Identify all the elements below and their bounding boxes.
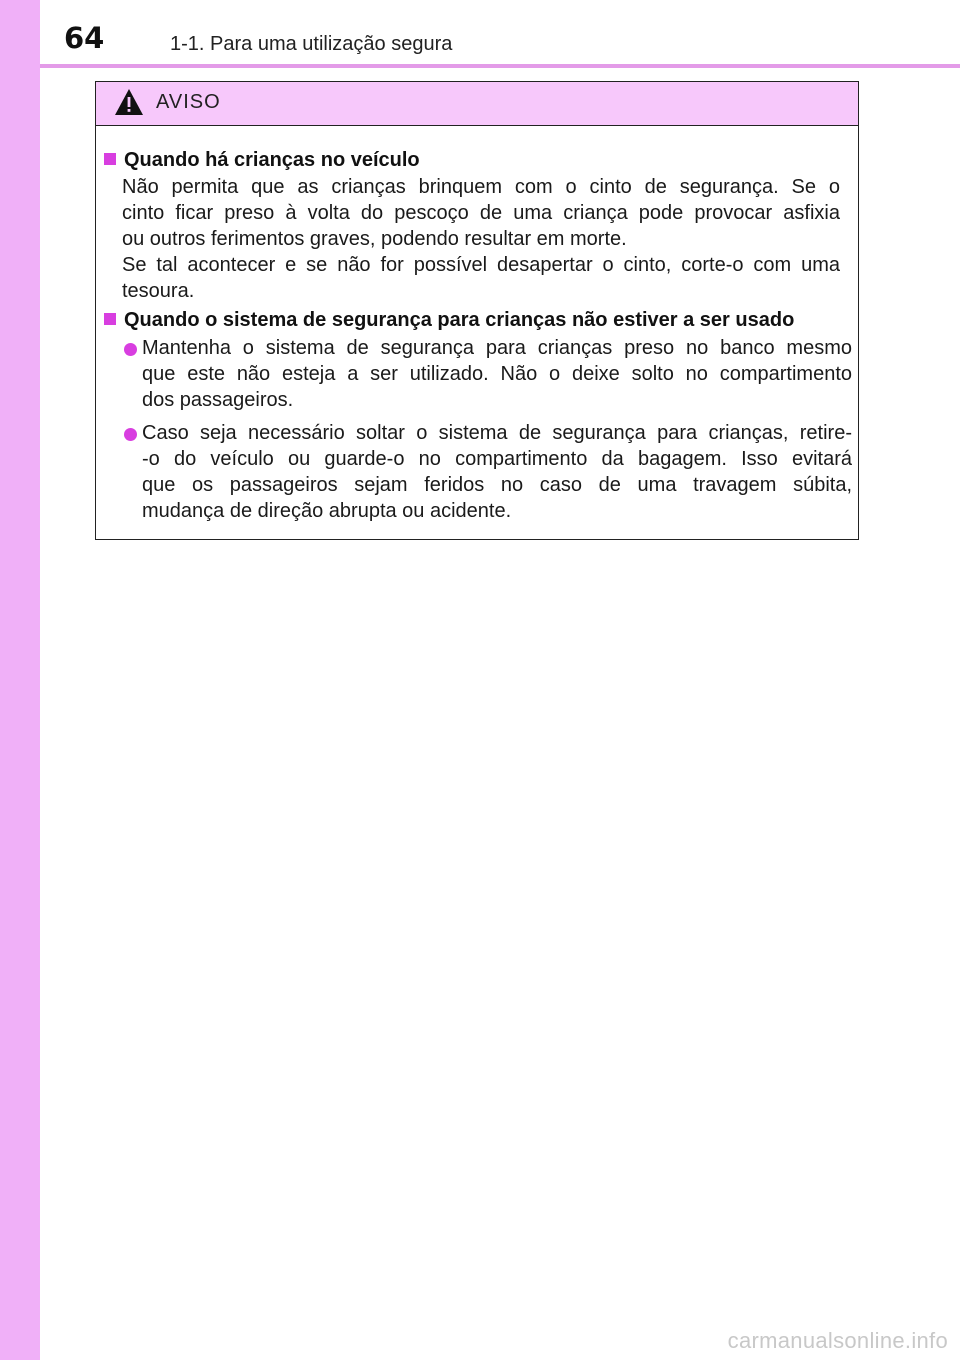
bullet-paragraph <box>142 420 852 524</box>
text-line: que este não esteja a ser utilizado. Não o deixe solto no compartimento <box>142 363 852 385</box>
text-line: cinto ficar preso à volta do pescoço de uma criança pode provocar asfixia <box>122 202 840 224</box>
header-rule <box>40 64 960 68</box>
text-line: Se tal acontecer e se não for possível desapertar o cinto, corte-o com uma <box>122 254 840 276</box>
text-line: tesoura. <box>122 280 195 302</box>
text-line: Caso seja necessário soltar o sistema de segurança para crianças, retire- <box>142 422 852 444</box>
text-line: mudança de direção abrupta ou acidente. <box>142 500 512 522</box>
section-heading-restraint-not-used <box>104 307 794 333</box>
section-heading-children-in-vehicle <box>104 147 420 173</box>
watermark: carmanualsonline.info <box>727 1328 948 1353</box>
text-line: dos passageiros. <box>142 389 294 411</box>
text-line: que os passageiros sejam feridos no caso de uma travagem súbita, <box>142 474 852 496</box>
section-heading-text: Quando há crianças no veículo <box>124 149 420 171</box>
square-bullet-icon <box>104 313 116 325</box>
bullet-paragraph <box>142 335 852 413</box>
section-title: 1-1. Para uma utilização segura <box>170 33 453 55</box>
square-bullet-icon <box>104 153 116 165</box>
section1-paragraph <box>122 174 840 304</box>
warning-header <box>96 82 858 126</box>
warning-triangle-icon <box>114 88 144 116</box>
warning-box <box>95 81 859 540</box>
warning-label: AVISO <box>156 91 221 113</box>
text-line: ou outros ferimentos graves, podendo resultar em morte. <box>122 228 627 250</box>
text-line: Não permita que as crianças brinquem com o cinto de segurança. Se o <box>122 176 840 198</box>
page-number: 64 <box>64 21 105 55</box>
round-bullet-icon <box>124 428 137 441</box>
side-strip <box>0 0 40 1360</box>
round-bullet-icon <box>124 343 137 356</box>
text-line: -o do veículo ou guarde-o no compartimento da bagagem. Isso evitará <box>142 448 852 470</box>
section-heading-text: Quando o sistema de segurança para crianças não estiver a ser usado <box>124 309 795 331</box>
text-line: Mantenha o sistema de segurança para crianças preso no banco mesmo <box>142 337 852 359</box>
